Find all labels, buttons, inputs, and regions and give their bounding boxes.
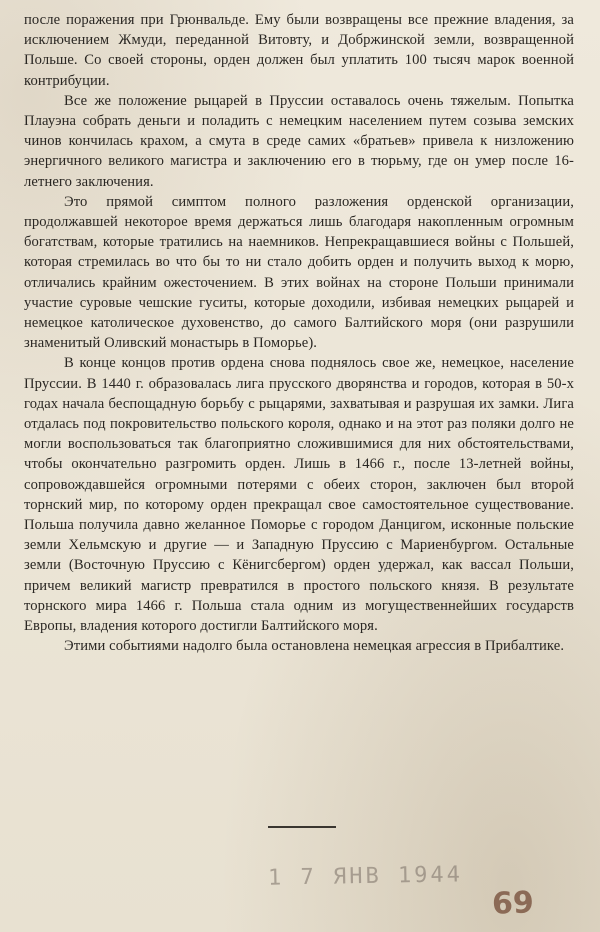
body-text (24, 10, 574, 657)
date-stamp: 1 7 ЯНВ 1944 (267, 862, 464, 891)
paragraph-2: Все же положение рыцарей в Пруссии оставалось очень тяжелым. Попытка Плауэна собрать деньги и поладить с немецким населением путем созыва земских чинов кончилась крахом, а смута в среде самих «братьев» привела к низложению энергичного великого магистра и заключению его в тюрьму, где он умер после 16-летнего заключения. (24, 92, 574, 190)
section-divider (268, 826, 336, 828)
paragraph-1: после поражения при Грюнвальде. Ему были возвращены все прежние владения, за исключением Жмуди, переданной Витовту, и Добржинской земли, возвращенной Польше. Со своей стороны, орден должен был уплатить 100 тысяч марок военной контрибуции. (24, 12, 574, 89)
paragraph-4: В конце концов против ордена снова поднялось свое же, немецкое, население Пруссии. В 1440 г. образовалась лига прусского дворянства и городов, которая в 50-х годах начала беспощадную борьбу с рыцарями, захватывая и разрушая их замки. Лига отдалась под покровительство польского короля, однако и на этот раз поляки долго не могли воспользоваться так благоприятно сложившимися для них обстоятельствами, чтобы окончательно разгромить орден. Лишь в 1466 г., после 13-летней войны, сопровождавшейся огромными потерями с обеих сторон, заключен был второй торнский мир, по которому орден прекращал свое самостоятельное существование. Польша получила давно желанное Поморье с городом Данцигом, исконные польские земли Хельмскую и другие — и Западную Пруссию с Мариенбургом. Остальные земли (Восточную Пруссию с Кёнигсбергом) орден удержал, как вассал Польши, причем великий магистр превратился в простого польского князя. В результате торнского мира 1466 г. Польша стала одним из могущественнейших государств Европы, владения которого достигли Балтийского моря. (24, 355, 574, 635)
paragraph-3: Это прямой симптом полного разложения орденской организации, продолжавшей некоторое время держаться лишь благодаря накопленным огромным богатствам, которые тратились на наемников. Непрекращавшиеся войны с Польшей, которая стремилась во что бы то ни стало добить орден и получить выход к морю, отличались крайним ожесточением. В этих войнах на стороне Польши принимали участие суровые чешские гуситы, которые доходили, избивая немецких рыцарей и немецкое католическое духовенство, до самого Балтийского моря (они разрушили знаменитый Оливский монастырь в Поморье). (24, 193, 574, 352)
page-number: 69 (491, 885, 535, 922)
paragraph-5: Этими событиями надолго была остановлена немецкая агрессия в Прибалтике. (64, 638, 565, 655)
